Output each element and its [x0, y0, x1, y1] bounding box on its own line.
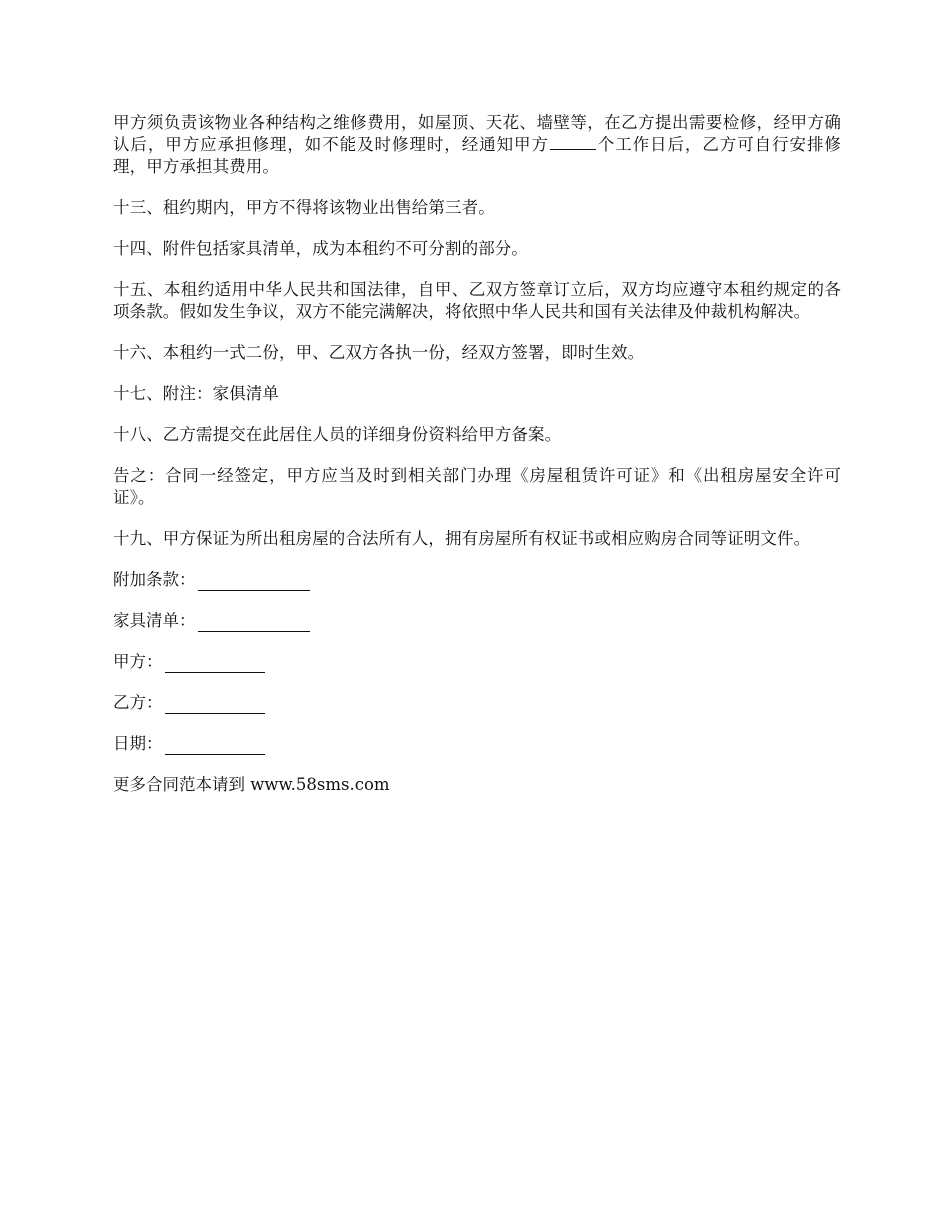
footer-more-contracts: 更多合同范本请到 www.58sms.com: [113, 775, 390, 794]
furniture-list-row: [113, 610, 841, 632]
clause-18: 十八、乙方需提交在此居住人员的详细身份资料给甲方备案。: [113, 425, 562, 444]
workdays-blank[interactable]: [550, 134, 596, 150]
party-b-blank[interactable]: [165, 696, 265, 714]
clause-14: 十四、附件包括家具清单，成为本租约不可分割的部分。: [113, 239, 528, 258]
date-blank[interactable]: [165, 737, 265, 755]
furniture-list-blank[interactable]: [198, 614, 310, 632]
notice-paragraph: 告之：合同一经签定，甲方应当及时到相关部门办理《房屋租赁许可证》和《出租房屋安全许可证》。: [113, 466, 841, 507]
party-a-label: 甲方：: [113, 652, 163, 671]
date-row: [113, 733, 841, 755]
additional-terms-label: 附加条款：: [113, 570, 196, 589]
party-b-label: 乙方：: [113, 693, 163, 712]
clause-13: 十三、租约期内，甲方不得将该物业出售给第三者。: [113, 198, 495, 217]
document-body: [113, 112, 841, 796]
party-b-row: [113, 692, 841, 714]
party-a-blank[interactable]: [165, 655, 265, 673]
furniture-list-label: 家具清单：: [113, 611, 196, 630]
additional-terms-blank[interactable]: [198, 573, 310, 591]
date-label: 日期：: [113, 734, 163, 753]
clause-12-text-part1: 甲方须负责该物业各种结构之维修费用，如屋顶、天花、墙壁等，在乙方提出需要检修，经甲方确认后，甲方应承担修理，如不能及时修理时，经通知甲方: [113, 113, 841, 154]
clause-12-repair: [113, 112, 841, 178]
clause-19: 十九、甲方保证为所出租房屋的合法所有人，拥有房屋所有权证书或相应购房合同等证明文件。: [113, 529, 811, 548]
additional-terms-row: [113, 569, 841, 591]
clause-17: 十七、附注：家俱清单: [113, 384, 279, 403]
party-a-row: [113, 651, 841, 673]
clause-16: 十六、本租约一式二份，甲、乙双方各执一份，经双方签署，即时生效。: [113, 343, 645, 362]
clause-15: 十五、本租约适用中华人民共和国法律，自甲、乙双方签章订立后，双方均应遵守本租约规定的各项条款。假如发生争议，双方不能完满解决，将依照中华人民共和国有关法律及仲裁机构解决。: [113, 280, 841, 321]
clause-12-text-part2: 个工作日后，乙方可自行安排修理，甲方承担其费用。: [113, 135, 842, 176]
